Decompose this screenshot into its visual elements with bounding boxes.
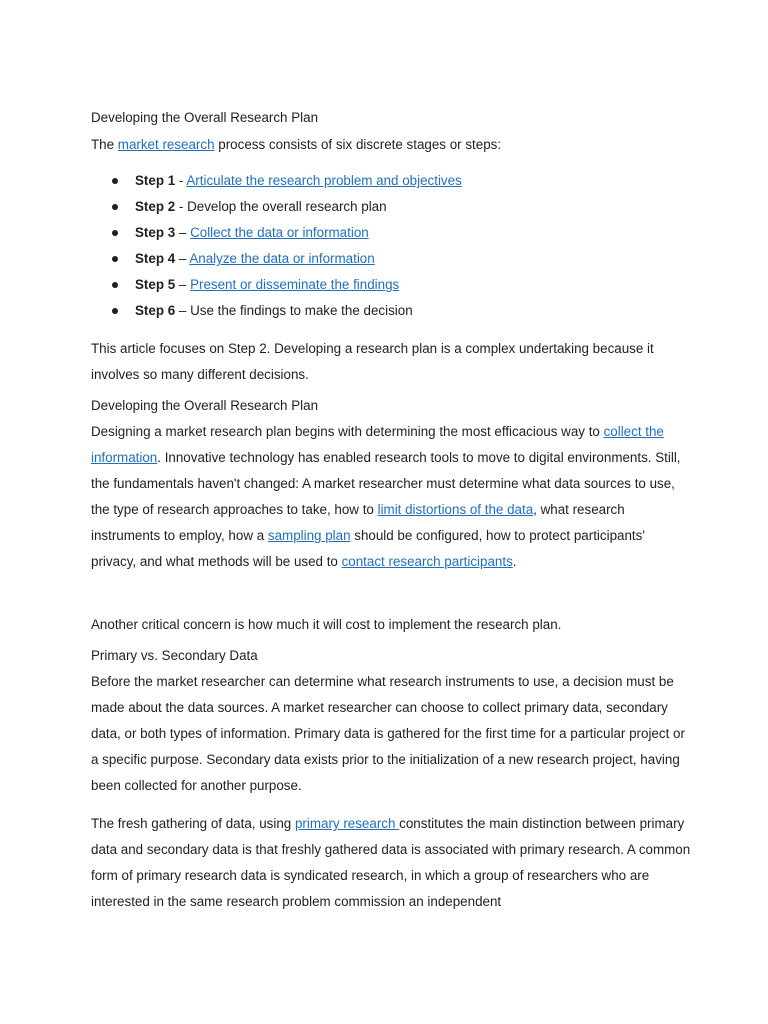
- fresh-text-1: The fresh gathering of data, using: [91, 816, 295, 831]
- list-item-step-4: [91, 248, 691, 274]
- step-label: Step 2: [135, 199, 176, 214]
- bullet-icon: [112, 282, 118, 288]
- heading-research-plan-2: Developing the Overall Research Plan: [91, 398, 319, 413]
- fresh-text-2: constitutes the main distinction between primary data and secondary data is that freshly gathered data is associated with primary research. A common form of primary research data is syndicated research, in which a group of researchers who are interested in the same research problem commission an independent: [91, 816, 691, 910]
- list-item-step-1: [91, 170, 691, 196]
- bullet-icon: [112, 204, 118, 210]
- design-text-2: . Innovative technology has enabled research tools to move to digital environments. Still, the fundamentals haven't changed: A market researcher must determine what data sources to use, the type of research approaches to take, how to: [91, 450, 681, 518]
- link-analyze-data[interactable]: Analyze the data or information: [189, 251, 375, 266]
- step-sep: -: [175, 199, 188, 214]
- step-text: Develop the overall research plan: [187, 199, 387, 214]
- design-text-4: should be configured, how to protect participants' privacy, and what methods will be used to: [91, 528, 645, 570]
- link-sampling-plan[interactable]: sampling plan: [267, 528, 351, 544]
- intro-text-1: The: [91, 137, 118, 152]
- steps-list: [91, 170, 691, 326]
- heading-research-plan: Developing the Overall Research Plan: [91, 110, 319, 125]
- bullet-icon: [112, 230, 118, 236]
- list-item-step-6: [91, 300, 691, 326]
- design-text-5: .: [512, 554, 517, 570]
- cost-paragraph: Another critical concern is how much it will cost to implement the research plan.: [91, 617, 562, 632]
- step-label: Step 5: [135, 277, 176, 292]
- step-label: Step 1: [135, 173, 176, 188]
- step-label: Step 6: [135, 303, 176, 318]
- step-sep: –: [175, 251, 190, 266]
- heading-primary-secondary: Primary vs. Secondary Data: [91, 648, 258, 663]
- step-sep: –: [175, 225, 191, 240]
- bullet-icon: [112, 256, 118, 262]
- bullet-icon: [112, 178, 118, 184]
- intro-paragraph: [91, 137, 691, 153]
- list-item-step-5: [91, 274, 691, 300]
- list-item-step-3: [91, 222, 691, 248]
- link-collect-data[interactable]: Collect the data or information: [190, 225, 369, 240]
- design-text-1: Designing a market research plan begins with determining the most efficacious way to: [91, 424, 604, 439]
- focus-paragraph: This article focuses on Step 2. Developing a research plan is a complex undertaking because it involves so many different decisions.: [91, 341, 654, 383]
- sources-paragraph: Before the market researcher can determine what research instruments to use, a decision must be made about the data sources. A market researcher can choose to collect primary data, secondary data, or both types of information. Primary data is gathered for the first time for a particular project or a specific purpose. Secondary data exists prior to the initialization of a new research project, having been collected for another purpose.: [91, 674, 685, 794]
- step-text: Use the findings to make the decision: [190, 303, 413, 318]
- list-item-step-2: [91, 196, 691, 222]
- intro-text-2: process consists of six discrete stages or steps:: [214, 137, 502, 152]
- step-label: Step 3: [135, 225, 176, 240]
- link-collect-information[interactable]: collect the information: [91, 424, 664, 466]
- step-label: Step 4: [135, 251, 176, 266]
- step-sep: –: [175, 303, 191, 318]
- bullet-icon: [112, 308, 118, 314]
- link-articulate-problem[interactable]: Articulate the research problem and objectives: [186, 173, 462, 188]
- link-contact-participants[interactable]: contact research participants: [341, 554, 513, 570]
- design-text-3: , what research instruments to employ, how a: [91, 502, 625, 544]
- step-sep: -: [175, 173, 187, 188]
- link-primary-research[interactable]: primary research: [294, 816, 400, 831]
- link-present-findings[interactable]: Present or disseminate the findings: [190, 277, 400, 292]
- step-sep: –: [175, 277, 191, 292]
- design-paragraph: [91, 419, 691, 576]
- link-limit-distortions[interactable]: limit distortions of the data: [377, 502, 534, 518]
- link-market-research[interactable]: market research: [117, 137, 215, 152]
- fresh-paragraph: [91, 811, 691, 915]
